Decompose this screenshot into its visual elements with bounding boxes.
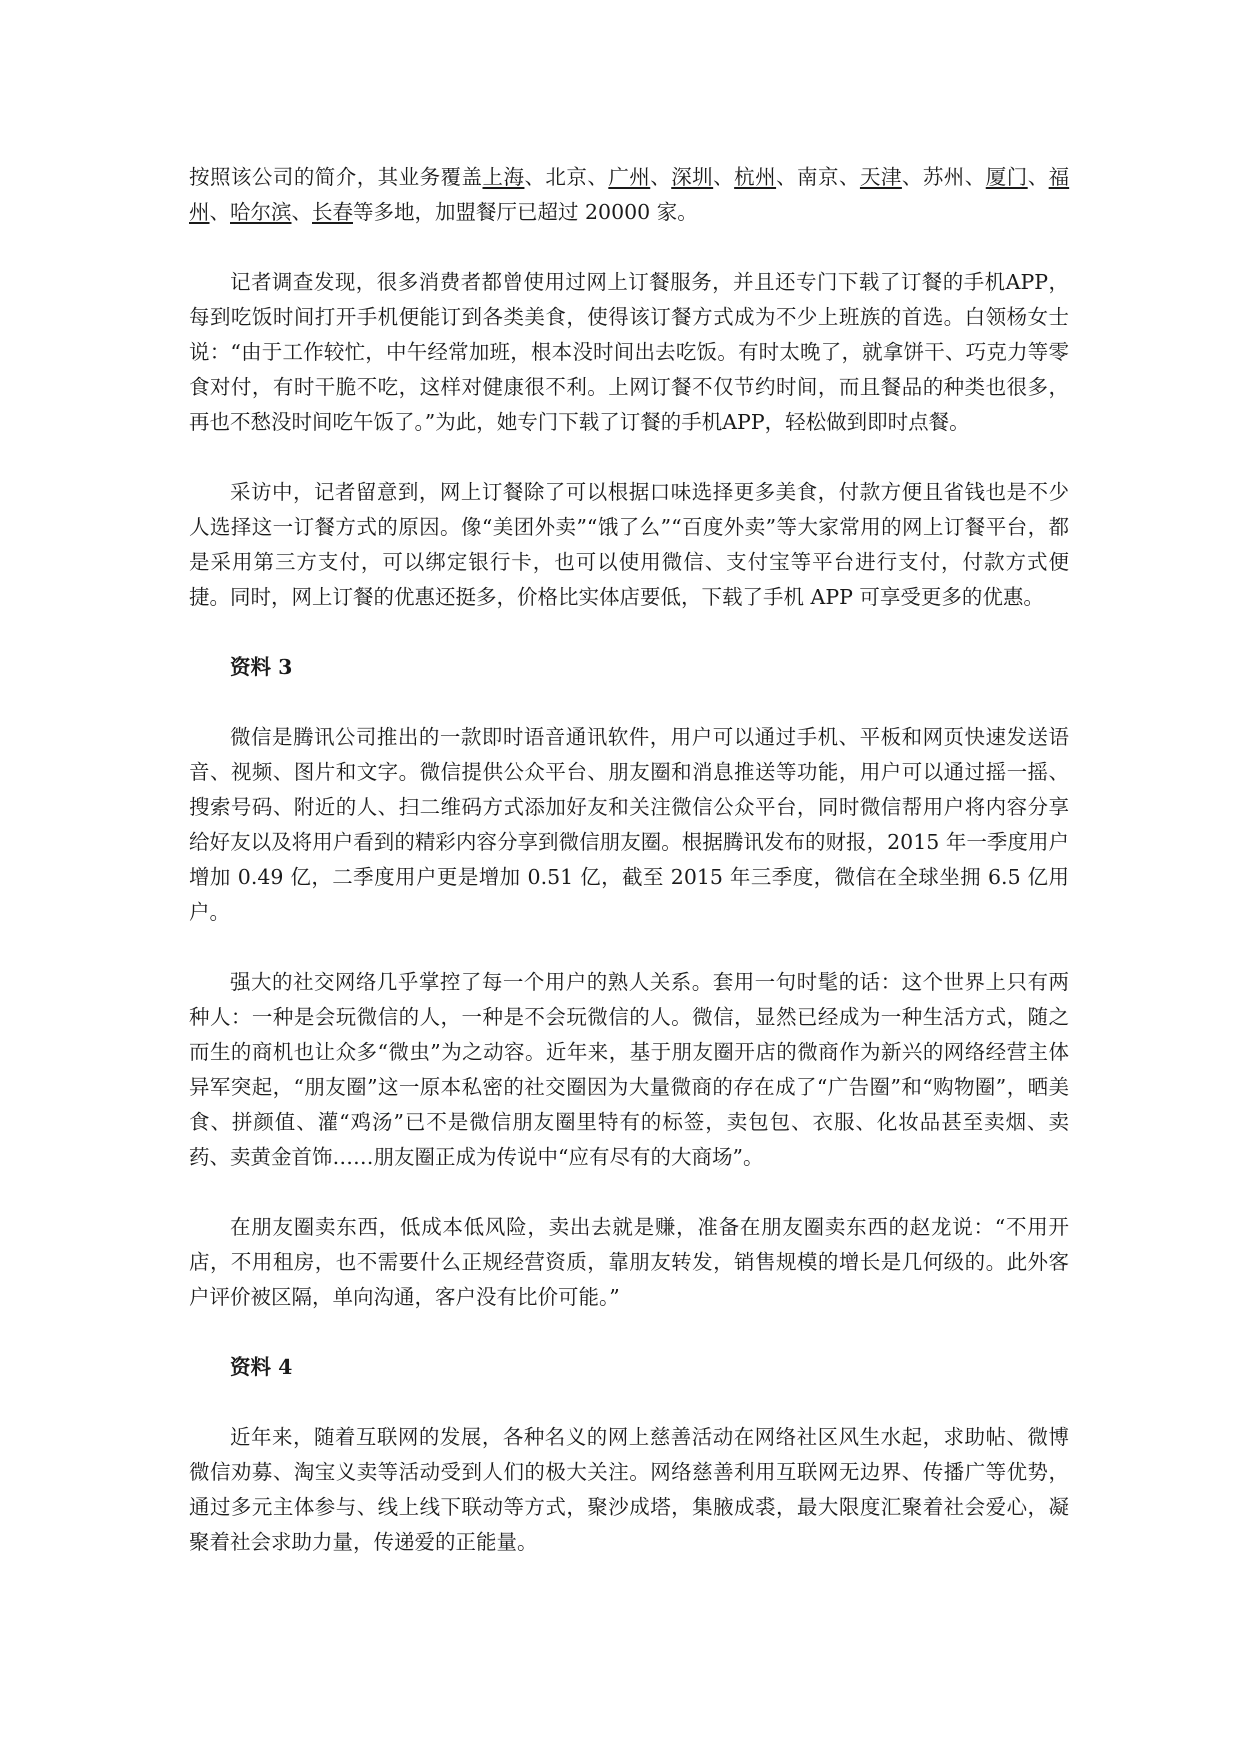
city-link[interactable]: 福州 — [189, 165, 1070, 224]
intro-paragraph: 按照该公司的简介，其业务覆盖上海、北京、广州、深圳、杭州、南京、天津、苏州、厦门、福州、哈尔滨、长春等多地，加盟餐厅已超过 20000 家。 — [189, 165, 1070, 224]
city-link[interactable]: 天津 — [859, 165, 902, 189]
city-link[interactable]: 哈尔滨 — [230, 200, 292, 224]
body-paragraph: 采访中，记者留意到，网上订餐除了可以根据口味选择更多美食，付款方便且省钱也是不少人选择这一订餐方式的原因。像“美团外卖”“饿了么”“百度外卖”等大家常用的网上订餐平台，都是采用第三方支付，可以绑定银行卡，也可以使用微信、支付宝等平台进行支付，付款方式便捷。同时，网上订餐的优惠还挺多，价格比实体店要低，下载了手机 APP 可享受更多的优惠。 — [189, 480, 1069, 609]
intro-text-before: 按照该公司的简介，其业务覆盖 — [189, 165, 483, 189]
city-link[interactable]: 厦门 — [985, 165, 1028, 189]
intro-text-after: 等多地，加盟餐厅已超过 20000 家。 — [353, 200, 698, 224]
body-paragraph: 在朋友圈卖东西，低成本低风险，卖出去就是赚，准备在朋友圈卖东西的赵龙说：“不用开店，不用租房，也不需要什么正规经营资质，靠朋友转发，销售规模的增长是几何级的。此外客户评价被区隔，单向沟通，客户没有比价可能。” — [189, 1215, 1069, 1309]
section-heading-4: 资料 4 — [230, 1355, 293, 1379]
city-name: 苏州 — [922, 165, 965, 189]
document-page — [189, 160, 1069, 1560]
section-heading-3: 资料 3 — [230, 655, 293, 679]
body-paragraph: 微信是腾讯公司推出的一款即时语音通讯软件，用户可以通过手机、平板和网页快速发送语音、视频、图片和文字。微信提供公众平台、朋友圈和消息推送等功能，用户可以通过摇一摇、搜索号码、附近的人、扫二维码方式添加好友和关注微信公众平台，同时微信帮用户将内容分享给好友以及将用户看到的精彩内容分享到微信朋友圈。根据腾讯发布的财报，2015 年一季度用户增加 0.49 亿，二季度用户更是增加 0.51 亿，截至 2015 年三季度，微信在全球坐拥 6.5 亿用户。 — [189, 725, 1069, 924]
city-name: 南京 — [797, 165, 839, 189]
city-link[interactable]: 杭州 — [734, 165, 777, 189]
body-paragraph: 强大的社交网络几乎掌控了每一个用户的熟人关系。套用一句时髦的话：这个世界上只有两种人：一种是会玩微信的人，一种是不会玩微信的人。微信，显然已经成为一种生活方式，随之而生的商机也让众多“微虫”为之动容。近年来，基于朋友圈开店的微商作为新兴的网络经营主体异军突起，“朋友圈”这一原本私密的社交圈因为大量微商的存在成了“广告圈”和“购物圈”，晒美食、拼颜值、灌“鸡汤”已不是微信朋友圈里特有的标签，卖包包、衣服、化妆品甚至卖烟、卖药、卖黄金首饰……朋友圈正成为传说中“应有尽有的大商场”。 — [189, 970, 1069, 1169]
body-paragraph: 近年来，随着互联网的发展，各种名义的网上慈善活动在网络社区风生水起，求助帖、微博微信劝募、淘宝义卖等活动受到人们的极大关注。网络慈善利用互联网无边界、传播广等优势，通过多元主体参与、线上线下联动等方式，聚沙成塔，集腋成裘，最大限度汇聚着社会爱心，凝聚着社会求助力量，传递爱的正能量。 — [189, 1425, 1069, 1554]
city-link[interactable]: 深圳 — [671, 165, 714, 189]
city-link[interactable]: 广州 — [608, 165, 651, 189]
city-name: 北京 — [545, 165, 588, 189]
city-link[interactable]: 上海 — [482, 165, 525, 189]
body-paragraph: 记者调查发现，很多消费者都曾使用过网上订餐服务，并且还专门下载了订餐的手机APP，每到吃饭时间打开手机便能订到各类美食，使得该订餐方式成为不少上班族的首选。白领杨女士说：“由于工作较忙，中午经常加班，根本没时间出去吃饭。有时太晚了，就拿饼干、巧克力等零食对付，有时干脆不吃，这样对健康很不利。上网订餐不仅节约时间，而且餐品的种类也很多，再也不愁没时间吃午饭了。”为此，她专门下载了订餐的手机APP，轻松做到即时点餐。 — [189, 270, 1069, 434]
city-link[interactable]: 长春 — [312, 200, 353, 224]
